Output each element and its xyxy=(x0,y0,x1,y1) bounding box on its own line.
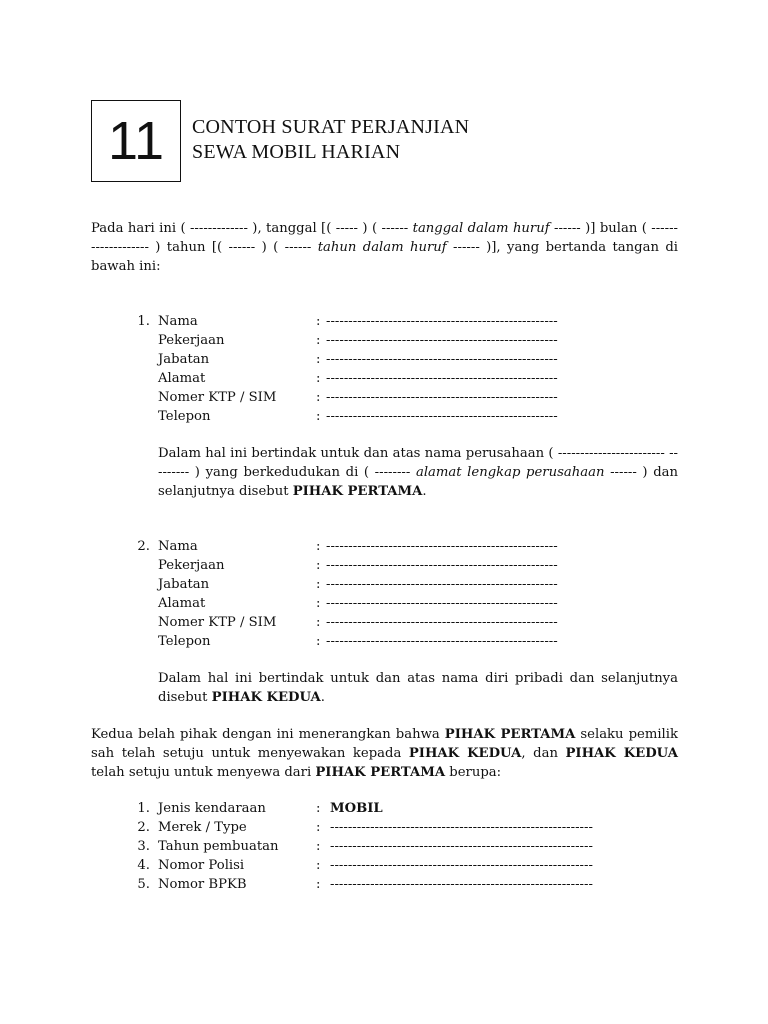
party1-row-nama xyxy=(130,312,650,331)
field-colon: : xyxy=(316,558,321,573)
field-label: Nama xyxy=(158,539,198,554)
vehicle-number: 3. xyxy=(137,839,150,854)
vehicle-colon: : xyxy=(316,877,321,892)
party1-number: 1. xyxy=(137,314,150,329)
field-colon: : xyxy=(316,539,321,554)
field-colon: : xyxy=(316,409,321,424)
vehicle-label: Nomor Polisi xyxy=(158,858,245,873)
field-value: ---------------------------------------------------- xyxy=(326,333,558,348)
field-label: Pekerjaan xyxy=(158,558,225,573)
field-label: Nomer KTP / SIM xyxy=(158,615,277,630)
agreement-text-2: selaku pemilik sah telah setuju untuk menyewakan kepada xyxy=(91,727,678,761)
vehicle-label: Jenis kendaraan xyxy=(158,801,266,816)
agreement-text-3: , dan xyxy=(521,746,566,761)
party1-desc-text-2: ------ ) dan selanjutnya disebut xyxy=(158,465,678,499)
field-label: Jabatan xyxy=(158,352,210,367)
field-colon: : xyxy=(316,333,321,348)
party1-desc-bold: PIHAK PERTAMA xyxy=(292,484,423,499)
vehicle-colon: : xyxy=(316,839,321,854)
chapter-number: 11 xyxy=(107,111,165,171)
field-value: ---------------------------------------------------- xyxy=(326,634,558,649)
party1-desc-text-1: Dalam hal ini bertindak untuk dan atas nama perusahaan ( ------------------------ --------- ) yang berkedudukan di ( -------- xyxy=(158,446,678,480)
field-colon: : xyxy=(316,390,321,405)
vehicle-label: Nomor BPKB xyxy=(158,877,247,892)
field-value: ---------------------------------------------------- xyxy=(326,596,558,611)
vehicle-value: ----------------------------------------------------------- xyxy=(330,839,593,854)
vehicle-value: ----------------------------------------------------------- xyxy=(330,877,593,892)
party1-row-pekerjaan xyxy=(130,331,650,350)
vehicle-row-jenis xyxy=(130,799,650,818)
vehicle-value: ----------------------------------------------------------- xyxy=(330,820,593,835)
party1-desc-text-3: . xyxy=(422,484,427,499)
vehicle-label: Tahun pembuatan xyxy=(158,839,279,854)
vehicle-colon: : xyxy=(316,858,321,873)
party1-row-jabatan xyxy=(130,350,650,369)
field-label: Alamat xyxy=(158,596,206,611)
vehicle-number: 5. xyxy=(137,877,150,892)
intro-text-3: ------ )], yang bertanda tangan di bawah ini: xyxy=(91,240,678,274)
agreement-text-5: berupa: xyxy=(445,765,502,780)
party2-desc-bold: PIHAK KEDUA xyxy=(211,690,321,705)
field-value: ---------------------------------------------------- xyxy=(326,409,558,424)
field-label: Telepon xyxy=(158,634,211,649)
party1-description xyxy=(158,444,678,501)
party1-row-ktp xyxy=(130,388,650,407)
chapter-number-box xyxy=(91,100,181,182)
intro-italic-year: tahun dalam huruf xyxy=(317,240,447,255)
vehicle-row-merek xyxy=(130,818,650,837)
vehicle-list xyxy=(130,799,650,894)
party2-number: 2. xyxy=(137,539,150,554)
party2-desc-text-3: . xyxy=(320,690,325,705)
vehicle-value: MOBIL xyxy=(330,801,383,816)
party2-fields xyxy=(130,537,650,651)
vehicle-row-tahun xyxy=(130,837,650,856)
vehicle-row-polisi xyxy=(130,856,650,875)
party2-row-pekerjaan xyxy=(130,556,650,575)
field-value: ---------------------------------------------------- xyxy=(326,558,558,573)
field-colon: : xyxy=(316,596,321,611)
field-value: ---------------------------------------------------- xyxy=(326,390,558,405)
field-value: ---------------------------------------------------- xyxy=(326,615,558,630)
agreement-bold-3: PIHAK KEDUA xyxy=(565,746,678,761)
agreement-bold-2: PIHAK KEDUA xyxy=(408,746,522,761)
party1-fields xyxy=(130,312,650,426)
party2-row-ktp xyxy=(130,613,650,632)
field-label: Nama xyxy=(158,314,198,329)
party1-row-alamat xyxy=(130,369,650,388)
vehicle-number: 2. xyxy=(137,820,150,835)
field-value: ---------------------------------------------------- xyxy=(326,314,558,329)
agreement-text-4: telah setuju untuk menyewa dari xyxy=(91,765,316,780)
party2-row-jabatan xyxy=(130,575,650,594)
field-colon: : xyxy=(316,615,321,630)
intro-italic-date: tanggal dalam huruf xyxy=(412,221,550,236)
intro-paragraph xyxy=(91,219,678,276)
field-colon: : xyxy=(316,371,321,386)
party2-description xyxy=(158,669,678,707)
field-value: ---------------------------------------------------- xyxy=(326,539,558,554)
field-label: Pekerjaan xyxy=(158,333,225,348)
field-label: Telepon xyxy=(158,409,211,424)
agreement-paragraph xyxy=(91,725,678,782)
field-colon: : xyxy=(316,314,321,329)
field-label: Nomer KTP / SIM xyxy=(158,390,277,405)
vehicle-value: ----------------------------------------------------------- xyxy=(330,858,593,873)
agreement-text-1: Kedua belah pihak dengan ini menerangkan bahwa xyxy=(91,727,445,742)
vehicle-colon: : xyxy=(316,820,321,835)
title-line-1: CONTOH SURAT PERJANJIAN xyxy=(192,116,470,138)
field-colon: : xyxy=(316,352,321,367)
vehicle-number: 4. xyxy=(137,858,150,873)
party2-row-telepon xyxy=(130,632,650,651)
title-line-2: SEWA MOBIL HARIAN xyxy=(192,141,401,163)
vehicle-row-bpkb xyxy=(130,875,650,894)
party1-row-telepon xyxy=(130,407,650,426)
party1-desc-italic: alamat lengkap perusahaan xyxy=(415,465,605,480)
agreement-bold-1: PIHAK PERTAMA xyxy=(444,727,576,742)
field-colon: : xyxy=(316,577,321,592)
document-title xyxy=(192,115,469,165)
field-value: ---------------------------------------------------- xyxy=(326,371,558,386)
vehicle-colon: : xyxy=(316,801,321,816)
field-colon: : xyxy=(316,634,321,649)
field-value: ---------------------------------------------------- xyxy=(326,352,558,367)
party2-row-alamat xyxy=(130,594,650,613)
field-value: ---------------------------------------------------- xyxy=(326,577,558,592)
intro-text-1: Pada hari ini ( ------------- ), tanggal [( ----- ) ( ------ xyxy=(91,221,413,236)
intro-text-2: ------ )] bulan ( ------ ------------- ) tahun [( ------ ) ( ------ xyxy=(91,221,679,255)
field-label: Jabatan xyxy=(158,577,210,592)
party2-desc-text-1: Dalam hal ini bertindak untuk dan atas nama diri pribadi dan selanjutnya disebut xyxy=(158,671,678,705)
party2-row-nama xyxy=(130,537,650,556)
vehicle-number: 1. xyxy=(137,801,150,816)
agreement-bold-4: PIHAK PERTAMA xyxy=(315,765,446,780)
field-label: Alamat xyxy=(158,371,206,386)
vehicle-label: Merek / Type xyxy=(158,820,247,835)
